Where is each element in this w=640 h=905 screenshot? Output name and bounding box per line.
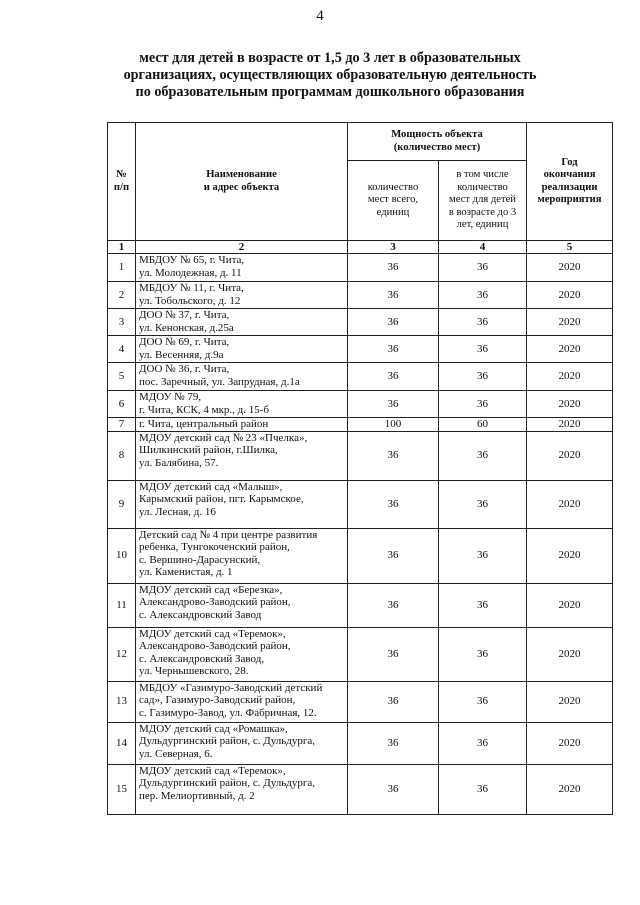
children-places: 36 [439,764,527,814]
table-row [108,336,613,363]
name-line: Детский сад № 4 при центре развития [139,528,318,541]
name-line: г. Чита, центральный район [139,418,269,430]
total-places: 36 [348,528,439,583]
row-number: 9 [108,480,136,528]
name-line: ул. Лесная, д. 16 [139,505,216,518]
name-line: МДОУ детский сад «Березка», [139,583,283,596]
total-places: 36 [348,336,439,363]
table-row [108,528,613,583]
row-number: 7 [108,418,136,432]
total-places: 36 [348,764,439,814]
facility-name-address [136,480,348,528]
total-places: 36 [348,681,439,722]
row-number: 5 [108,363,136,391]
children-places: 60 [439,418,527,432]
table-row [108,254,613,282]
table-row [108,363,613,391]
completion-year: 2020 [527,627,613,681]
completion-year: 2020 [527,282,613,309]
name-line: МБДОУ № 65, г. Чита, [139,254,245,266]
completion-year: 2020 [527,336,613,363]
facility-name-address [136,681,348,722]
name-line: МДОУ детский сад «Ромашка», [139,722,288,735]
name-line: ул. Северная, 6. [139,747,213,760]
completion-year: 2020 [527,254,613,282]
children-places: 36 [439,431,527,480]
total-places: 36 [348,309,439,336]
row-number: 3 [108,309,136,336]
row-number: 2 [108,282,136,309]
name-line: пос. Заречный, ул. Запрудная, д.1а [139,375,300,388]
document-title [60,50,600,101]
name-line: г. Чита, КСК, 4 мкр., д. 15-б [139,403,270,416]
facility-name-address [136,254,348,282]
completion-year: 2020 [527,363,613,391]
facility-name-address [136,722,348,764]
name-line: сад», Газимуро-Заводский район, [139,694,296,707]
row-number: 13 [108,681,136,722]
total-places: 36 [348,282,439,309]
name-line: ДОО № 36, г. Чита, [139,363,230,375]
table-body [108,254,613,815]
name-line: МБДОУ «Газимуро-Заводский детский [139,681,323,694]
total-places: 36 [348,627,439,681]
completion-year: 2020 [527,480,613,528]
facility-name-address [136,583,348,627]
header-children-places: в том числе количество мест для детей в возрасте до 3 лет, единиц [439,161,527,241]
total-places: 36 [348,431,439,480]
row-number: 12 [108,627,136,681]
row-number: 6 [108,391,136,418]
table-row [108,722,613,764]
title-line: организациях, осуществляющих образовательную деятельность [123,67,537,83]
children-places: 36 [439,254,527,282]
facility-name-address [136,391,348,418]
column-number: 2 [136,241,348,254]
children-places: 36 [439,391,527,418]
children-places: 36 [439,363,527,391]
column-number-row [108,241,613,254]
name-line: с. Александровский Завод, [139,652,265,665]
row-number: 10 [108,528,136,583]
table-row [108,431,613,480]
row-number: 11 [108,583,136,627]
name-line: ул. Чернышевского, 28. [139,665,249,678]
row-number: 14 [108,722,136,764]
children-places: 36 [439,722,527,764]
title-line: мест для детей в возрасте от 1,5 до 3 лет в образовательных [139,50,521,66]
total-places: 36 [348,583,439,627]
column-number: 4 [439,241,527,254]
children-places: 36 [439,480,527,528]
completion-year: 2020 [527,583,613,627]
name-line: с. Александровский Завод [139,608,262,621]
name-line: пер. Мелиортивный, д. 2 [139,789,255,802]
total-places: 100 [348,418,439,432]
facility-name-address [136,282,348,309]
row-number: 15 [108,764,136,814]
header-capacity: Мощность объекта (количество мест) [348,123,527,161]
facilities-table [107,122,613,815]
completion-year: 2020 [527,528,613,583]
name-line: МДОУ № 79, [139,391,202,403]
name-line: ул. Кенонская, д.25а [139,321,234,334]
header-total-places: количество мест всего, единиц [348,161,439,241]
column-number: 1 [108,241,136,254]
name-line: Александрово-Заводский район, [139,596,291,609]
children-places: 36 [439,336,527,363]
total-places: 36 [348,363,439,391]
name-line: Шилкинский район, г.Шилка, [139,444,278,457]
completion-year: 2020 [527,722,613,764]
facility-name-address [136,336,348,363]
table-row [108,764,613,814]
children-places: 36 [439,282,527,309]
page-number: 4 [316,8,324,24]
column-number: 5 [527,241,613,254]
total-places: 36 [348,391,439,418]
title-line: по образовательным программам дошкольного образования [135,84,525,100]
total-places: 36 [348,254,439,282]
row-number: 4 [108,336,136,363]
name-line: ул. Каменистая, д. 1 [139,566,233,579]
table-row [108,480,613,528]
name-line: Дульдургинский район, с. Дульдурга, [139,735,315,748]
children-places: 36 [439,309,527,336]
name-line: ул. Молодежная, д. 11 [139,266,242,279]
name-line: с. Вершино-Дарасунский, [139,553,261,566]
table-row [108,681,613,722]
total-places: 36 [348,722,439,764]
name-line: МДОУ детский сад «Теремок», [139,627,286,640]
facility-name-address [136,363,348,391]
completion-year: 2020 [527,681,613,722]
facility-name-address [136,764,348,814]
children-places: 36 [439,528,527,583]
name-line: МДОУ детский сад «Теремок», [139,764,286,777]
row-number: 8 [108,431,136,480]
facility-name-address [136,309,348,336]
completion-year: 2020 [527,431,613,480]
facility-name-address [136,528,348,583]
table-row [108,391,613,418]
name-line: ДОО № 69, г. Чита, [139,336,230,348]
completion-year: 2020 [527,764,613,814]
column-number: 3 [348,241,439,254]
name-line: Александрово-Заводский район, [139,640,291,653]
completion-year: 2020 [527,391,613,418]
header-year: Год окончания реализации мероприятия [527,123,613,241]
table-row [108,627,613,681]
facility-name-address [136,418,348,432]
facility-name-address [136,431,348,480]
name-line: МБДОУ № 11, г. Чита, [139,282,244,294]
name-line: ДОО № 37, г. Чита, [139,309,230,321]
name-line: ул. Весенняя, д.9а [139,348,224,361]
children-places: 36 [439,681,527,722]
name-line: ребенка, Тунгокоченский район, [139,541,290,554]
table-row [108,309,613,336]
name-line: с. Газимуро-Завод, ул. Фабричная, 12. [139,706,317,719]
children-places: 36 [439,583,527,627]
table-row [108,418,613,432]
name-line: ул. Тобольского, д. 12 [139,294,241,307]
header-num: № п/п [108,123,136,241]
completion-year: 2020 [527,309,613,336]
name-line: МДОУ детский сад № 23 «Пчелка», [139,431,308,444]
facility-name-address [136,627,348,681]
completion-year: 2020 [527,418,613,432]
header-name: Наименование и адрес объекта [136,123,348,241]
total-places: 36 [348,480,439,528]
name-line: Карымский район, пгт. Карымское, [139,493,304,506]
children-places: 36 [439,627,527,681]
name-line: МДОУ детский сад «Малыш», [139,480,283,493]
table-row [108,282,613,309]
row-number: 1 [108,254,136,282]
name-line: ул. Балябина, 57. [139,456,219,469]
name-line: Дульдургинский район, с. Дульдурга, [139,777,315,790]
table-row [108,583,613,627]
